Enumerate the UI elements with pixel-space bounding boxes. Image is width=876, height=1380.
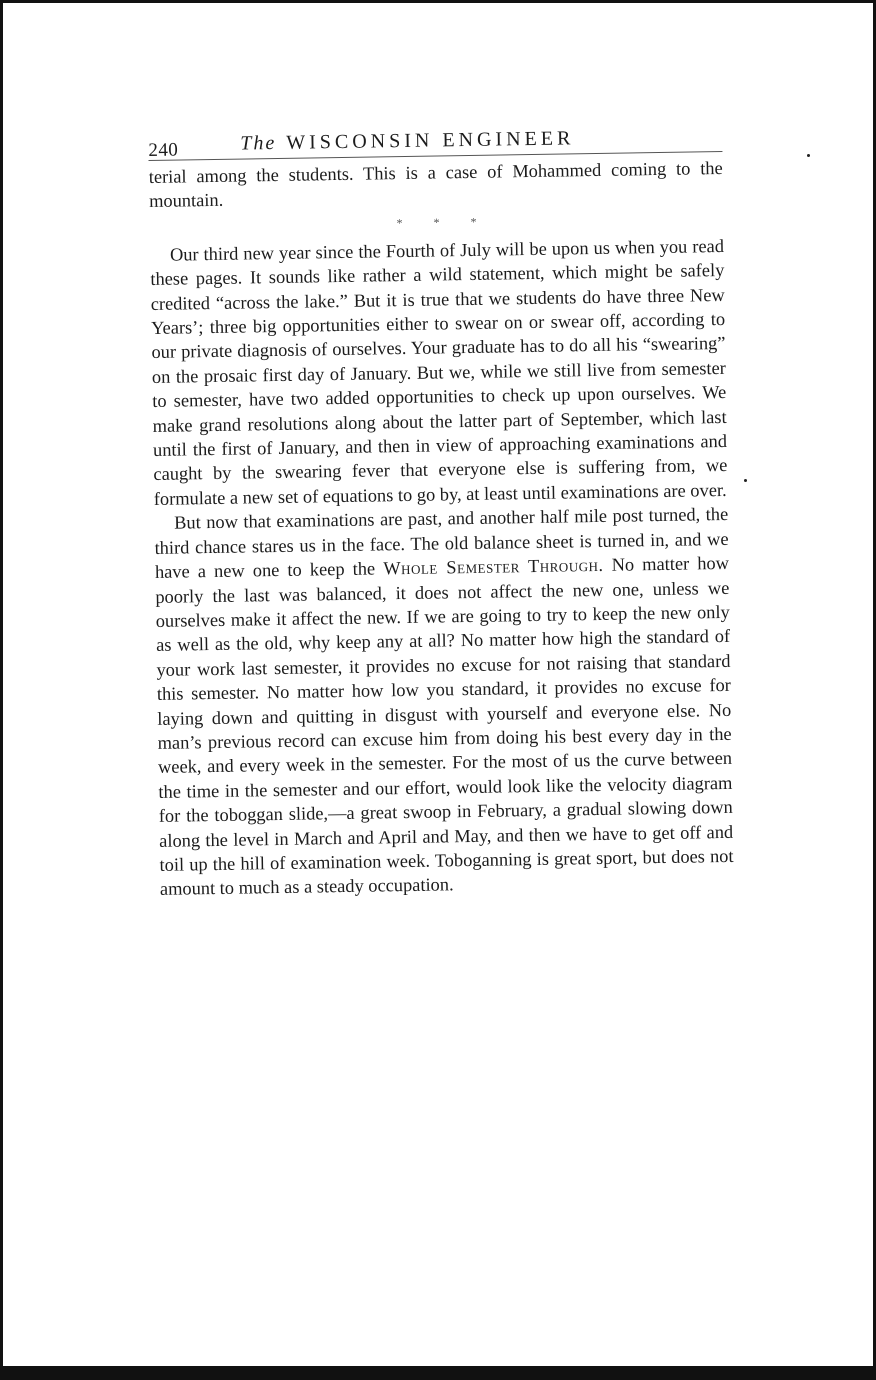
scan-speck <box>744 479 747 482</box>
section-separator: * * * <box>396 214 491 230</box>
smallcaps-phrase: Whole Semester Through. <box>383 554 604 579</box>
scan-speck <box>807 154 810 157</box>
page <box>148 119 734 902</box>
paragraph-continued: terial among the students. This is a case of Mohammed coming to the mountain. <box>148 157 723 212</box>
journal-title <box>240 127 574 155</box>
journal-title-main: WISCONSIN ENGINEER <box>286 127 575 154</box>
page-number: 240 <box>148 139 179 161</box>
scan-edge-left <box>0 0 3 1380</box>
paragraph-new-years: Our third new year since the Fourth of July will be upon us when you read these pages. It sounds like rather a wild statement, which might be safely credited “across the lake.” But it is true that we students do have three New Years’; three big opportunities either to swear on or swear off, according to our private diagnosis of ourselves. Your graduate has to do all his “swearing” on the prosaic first day of January. But we, while we still live from semester to semester, have two added opportunities to check up upon ourselves. We make grand resolutions along about the latter part of September, which last until the first of January, and then in view of approaching examinations and caught by the swearing fever that everyone else is suffering from, we formulate a new set of equations to go by, at least until examinations are over. <box>150 235 728 509</box>
paragraph-semester-end: No matter how poorly the last was balanced, it does not affect the new one, unless we ourselves make it affect the new. If we are going to try to keep the new only as well as the old, why keep any at all? No matter how high the standard of your work last semester, it provides no excuse for not raising that standard this semester. No matter how low you standard, it provides no excuse for laying down and quitting in disgust with yourself and everyone else. No man’s previous record can excuse him from doing his best every day in the week, and every week in the semester. For the most of us the curve between the time in the semester and our effort, would look like the velocity diagram for the toboggan slide,—a great swoop in February, a gradual slowing down along the level in March and April and May, and then we have to get off and toil up the hill of examination week. Toboganning is great sport, but does not amount to much as a steady occupation. <box>155 553 734 900</box>
journal-title-prefix: The <box>240 131 277 155</box>
paragraph-semester <box>154 502 734 901</box>
paragraph-semester-start: But now that examinations are past, and another half mile post turned, the third chance stares us in the face. The old balance sheet is turned in, and we have a new one to keep the <box>154 504 729 583</box>
article-body <box>149 156 735 902</box>
scan-edge-top <box>0 0 876 3</box>
scan-edge-bottom <box>0 1366 876 1380</box>
running-header <box>148 119 722 161</box>
